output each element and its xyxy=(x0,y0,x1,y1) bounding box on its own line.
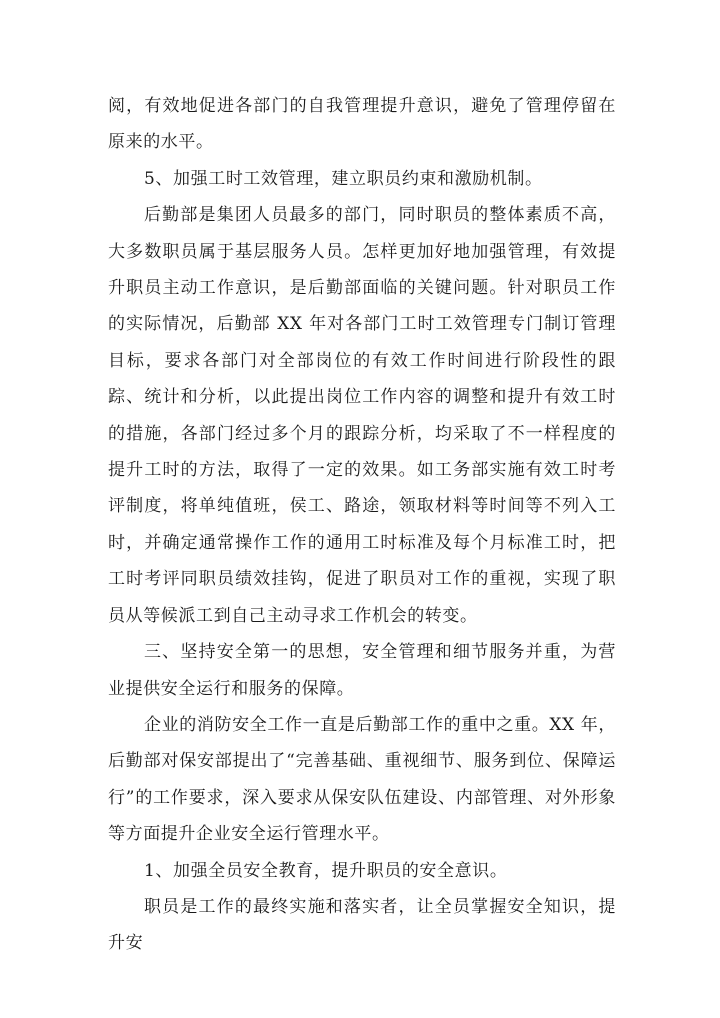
paragraph-continuation: 阅，有效地促进各部门的自我管理提升意识，避免了管理停留在原来的水平。 xyxy=(108,96,616,153)
section-heading-work-hours: 5、加强工时工效管理，建立职员约束和激励机制。 xyxy=(144,168,543,189)
paragraph-fire-safety: 企业的消防安全工作一直是后勤部工作的重中之重。XX 年，后勤部对保安部提出了“完善基础、重视细节、服务到位、保障运行”的工作要求，深入要求从保安队伍建设、内部管理、对外形象等方面提升企业安全运行管理水平。 xyxy=(108,714,616,845)
section-heading-safety-education: 1、加强全员安全教育，提升职员的安全意识。 xyxy=(144,860,508,881)
paragraph-staff-safety: 职员是工作的最终实施和落实者，让全员掌握安全知识，提升安 xyxy=(108,896,616,954)
paragraph-logistics-management: 后勤部是集团人员最多的部门，同时职员的整体素质不高，大多数职员属于基层服务人员。怎样更加好地加强管理，有效提升职员主动工作意识，是后勤部面临的关键问题。针对职员工作的实际情况，后勤部 XX 年对各部门工时工效管理专门制订管理目标，要求各部门对全部岗位的有效工作时间进行阶段性的跟踪、统计和分析，以此提出岗位工作内容的调整和提升有效工时的措施，各部门经过多个月的跟踪分析，均采取了不一样程度的提升工时的方法，取得了一定的效果。如工务部实施有效工时考评制度，将单纯值班，侯工、路途，领取材料等时间等不列入工时，并确定通常操作工作的通用工时标准及每个月标准工时，把工时考评同职员绩效挂钩，促进了职员对工作的重视，实现了职员从等候派工到自己主动寻求工作机会的转变。 xyxy=(108,205,616,626)
section-heading-safety-first: 三、坚持安全第一的思想，安全管理和细节服务并重，为营业提供安全运行和服务的保障。 xyxy=(108,642,616,699)
document-body xyxy=(108,88,616,962)
